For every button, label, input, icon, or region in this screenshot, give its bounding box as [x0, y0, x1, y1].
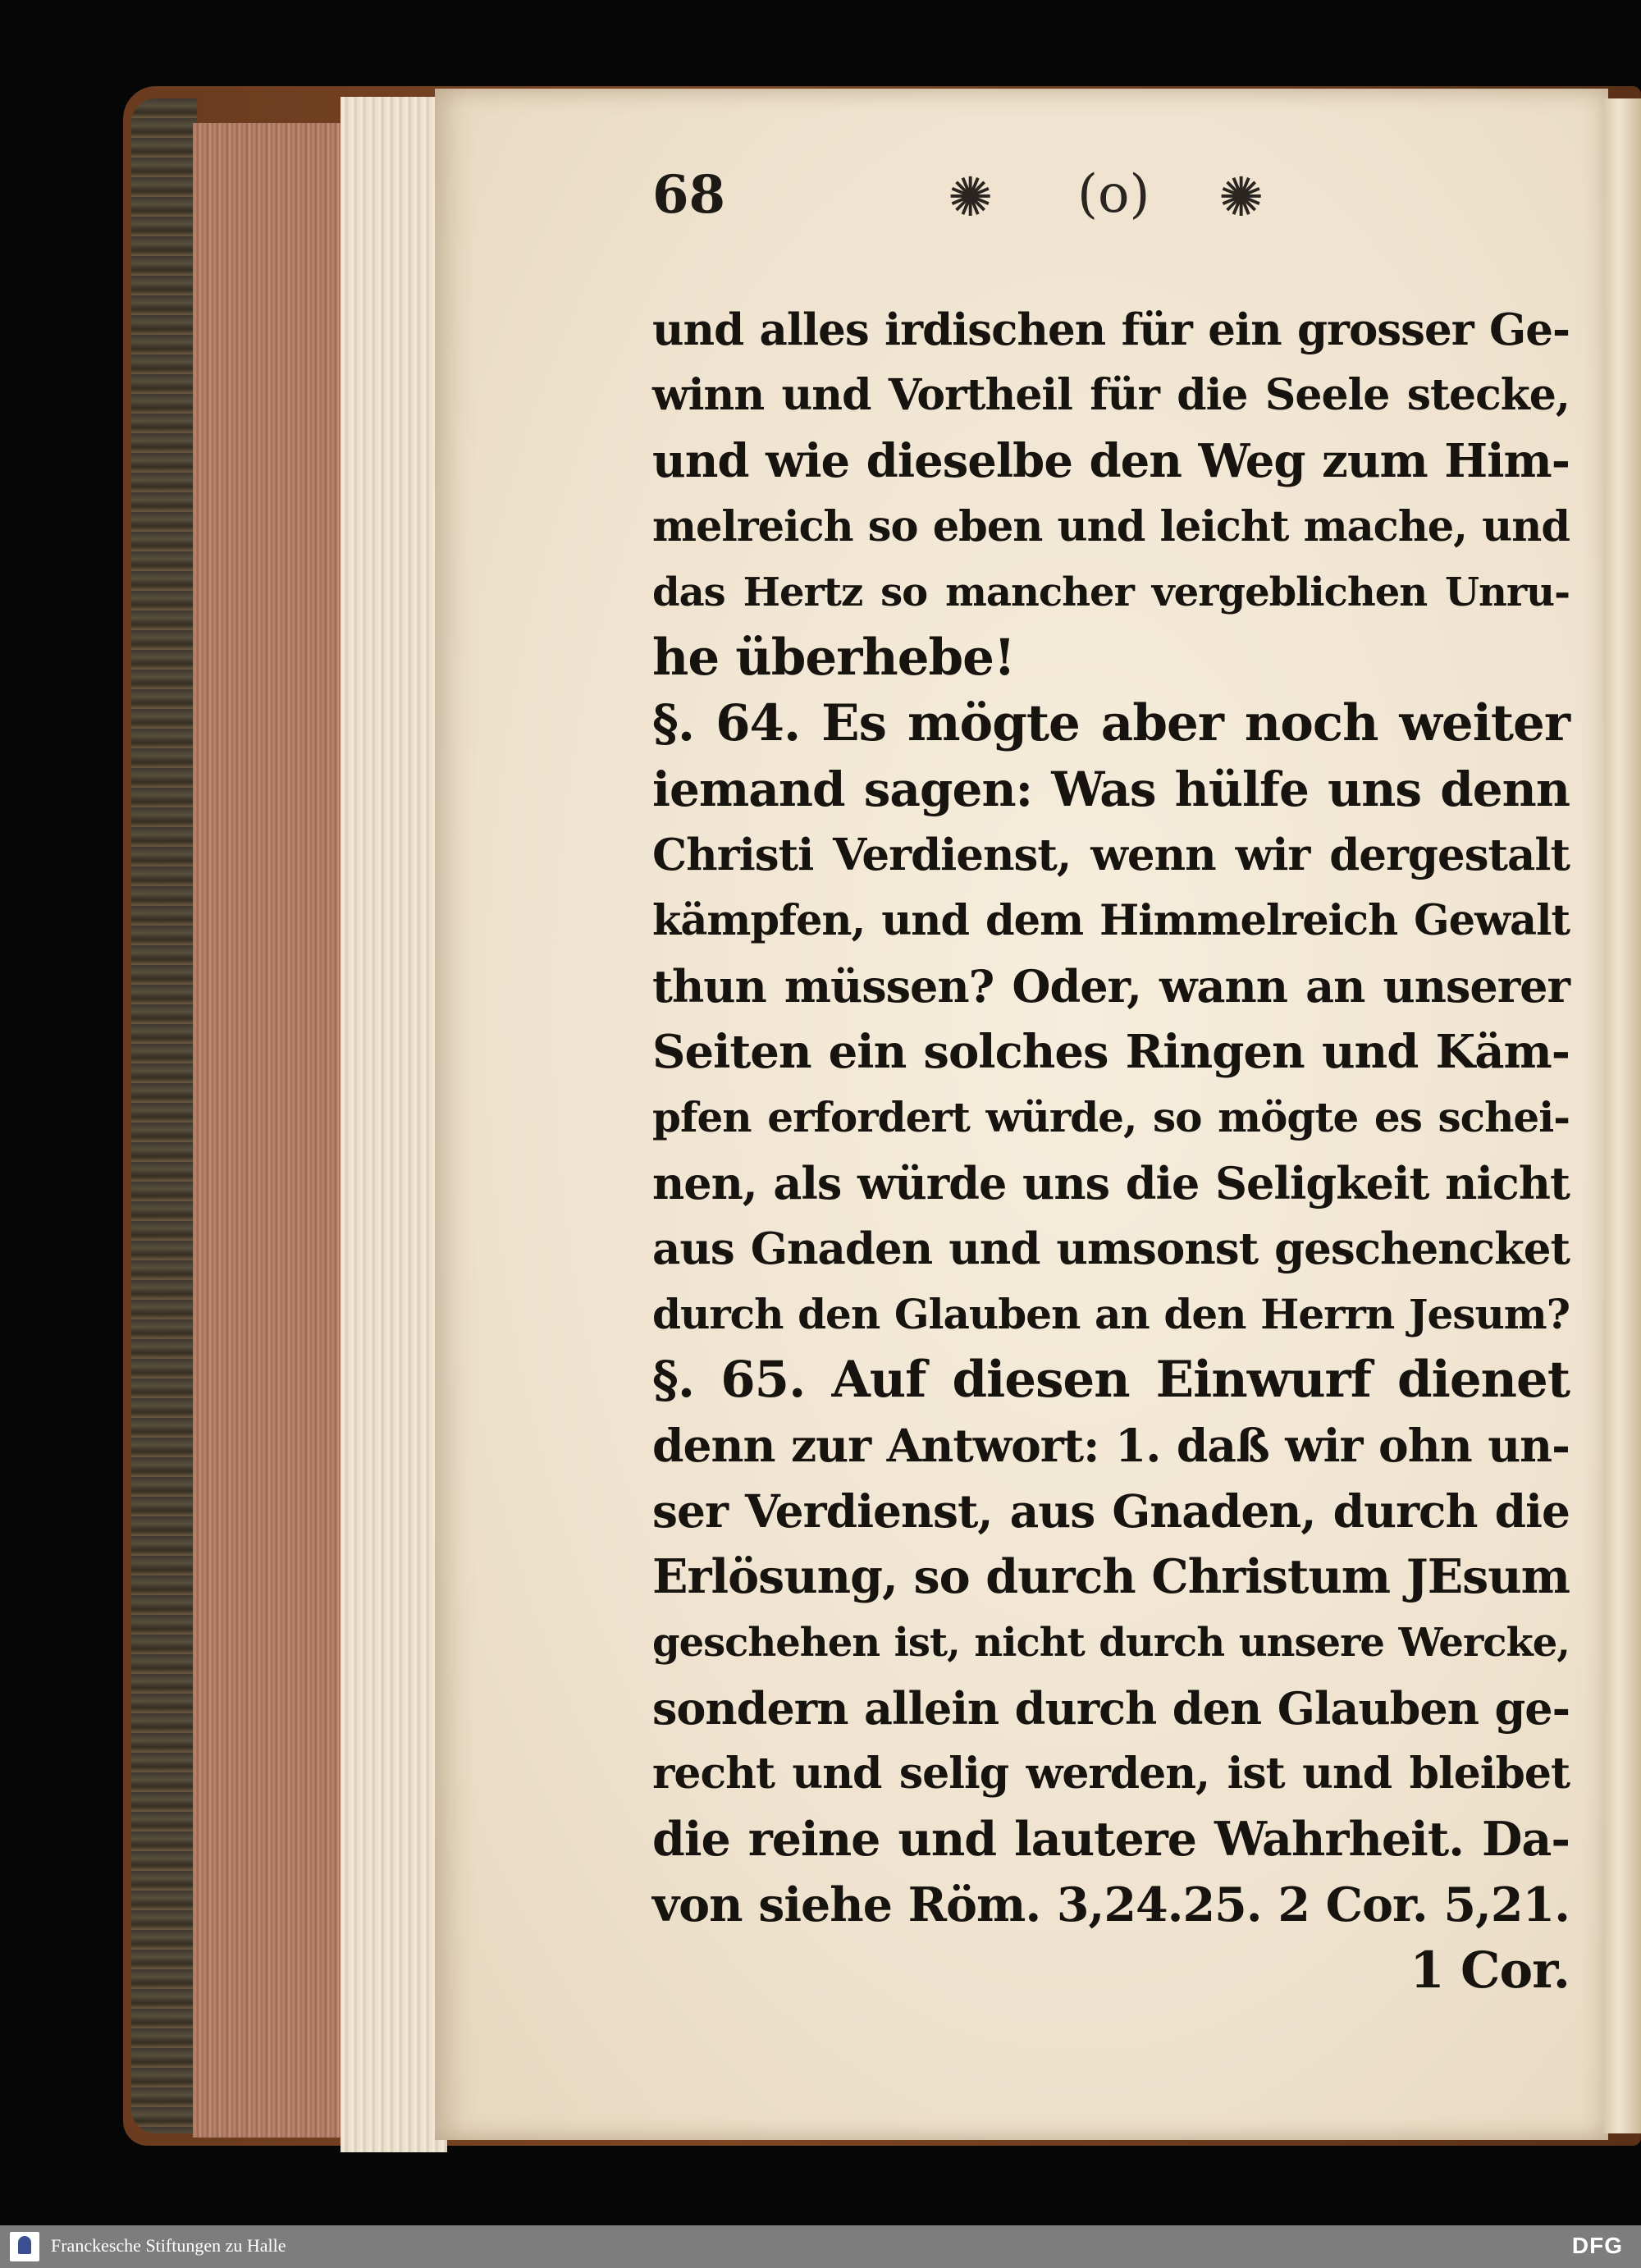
text-line: geschehen ist, nicht durch unsere Wercke, [652, 1620, 1570, 1666]
header-ornament-center: (o) [1077, 164, 1150, 225]
text-line: melreich so eben und leicht mache, und [652, 502, 1570, 551]
page-number: 68 [652, 164, 726, 226]
text-line: winn und Vortheil für die Seele stecke, [652, 370, 1570, 420]
text-line: §. 65. Auf diesen Einwurf dienet [652, 1351, 1570, 1409]
text-line: nen, als würde uns die Seligkeit nicht [652, 1157, 1570, 1209]
text-line: von siehe Röm. 3,24.25. 2 Cor. 5,21. [652, 1877, 1570, 1932]
text-line: recht und selig werden, ist und bleibet [652, 1749, 1570, 1799]
catchword: 1 Cor. [1410, 1941, 1570, 2000]
footer-bar [0, 2225, 1641, 2268]
page-text-block [652, 297, 1570, 2004]
text-line: durch den Glauben an den Herrn Jesum? [652, 1290, 1570, 1338]
text-line: denn zur Antwort: 1. daß wir ohn un- [652, 1419, 1570, 1472]
facing-page-edge [1604, 98, 1641, 2133]
text-line: ser Verdienst, aus Gnaden, durch die [652, 1484, 1570, 1538]
page-header [652, 164, 1300, 238]
text-line: Seiten ein solches Ringen und Käm- [652, 1025, 1570, 1079]
text-line: thun müssen? Oder, wann an unserer [652, 960, 1570, 1013]
rosette-icon: ✺ [948, 166, 994, 229]
footer-institution-name: Franckesche Stiftungen zu Halle [51, 2235, 286, 2256]
text-line: und wie dieselbe den Weg zum Him- [652, 434, 1570, 488]
rosette-icon: ✺ [1218, 166, 1264, 229]
text-line: pfen erfordert würde, so mögte es schei- [652, 1093, 1570, 1141]
text-line: sondern allein durch den Glauben ge- [652, 1682, 1570, 1735]
dfg-logo: DFG [1571, 2233, 1623, 2258]
text-line: iemand sagen: Was hülfe uns denn [652, 761, 1570, 817]
page-block-edges-light [341, 97, 447, 2152]
text-line: und alles irdischen für ein grosser Ge- [652, 304, 1570, 355]
text-line: das Hertz so mancher vergeblichen Unru- [652, 569, 1570, 615]
text-line: kämpfen, und dem Himmelreich Gewalt [652, 896, 1570, 945]
text-line: he überhebe! [652, 629, 1015, 687]
text-line: die reine und lautere Wahrheit. Da- [652, 1812, 1570, 1867]
institution-logo-mark [18, 2236, 31, 2254]
book-spine-edge [131, 98, 197, 2133]
text-line: Erlösung, so durch Christum JEsum [652, 1549, 1570, 1604]
text-line: Christi Verdienst, wenn wir dergestalt [652, 830, 1570, 880]
institution-logo-icon [10, 2232, 39, 2261]
text-line: aus Gnaden und umsonst geschencket [652, 1223, 1570, 1274]
text-line: §. 64. Es mögte aber noch weiter [652, 694, 1570, 752]
